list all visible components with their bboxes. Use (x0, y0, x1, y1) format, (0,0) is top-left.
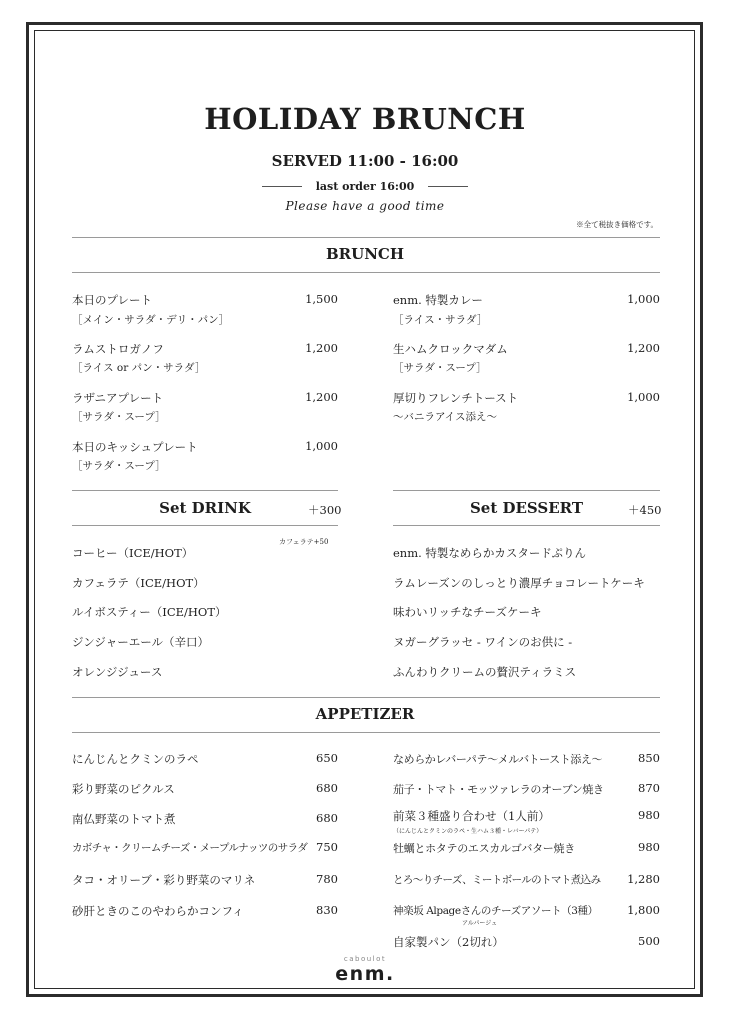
section-title-drink: Set DRINK (159, 499, 251, 517)
appetizer-item-price: 830 (316, 903, 338, 917)
appetizer-item-name: にんじんとクミンのラペ (72, 752, 199, 766)
divider-line (393, 490, 660, 491)
divider-line (393, 525, 660, 526)
divider-line (72, 697, 660, 698)
section-title-appetizer: APPETIZER (315, 705, 415, 723)
last-order-text: last order 16:00 (315, 179, 415, 193)
dessert-item: ラムレーズンのしっとり濃厚チョコレートケーキ (393, 576, 645, 590)
brunch-item-price: 1,000 (305, 439, 338, 453)
appetizer-item-name: 前菜３種盛り合わせ（1人前） (393, 809, 550, 823)
drink-item: カフェラテ（ICE/HOT） (72, 576, 205, 590)
appetizer-item-name: カボチャ・クリームチーズ・メープルナッツのサラダ (72, 842, 308, 854)
appetizer-item-name: タコ・オリーブ・彩り野菜のマリネ (72, 873, 256, 887)
appetizer-item-price: 650 (316, 751, 338, 765)
appetizer-item-price: 680 (316, 811, 338, 825)
brunch-item-name: 生ハムクロックマダム (393, 342, 508, 356)
brunch-item-price: 1,200 (305, 390, 338, 404)
appetizer-item-price: 750 (316, 840, 338, 854)
brunch-item-name: ラムストロガノフ (72, 342, 164, 356)
appetizer-item-price: 1,800 (627, 903, 660, 917)
last-order-row (0, 178, 730, 194)
brunch-item-price: 1,200 (627, 341, 660, 355)
divider-dash-left (262, 186, 302, 187)
divider-line (72, 732, 660, 733)
served-hours: SERVED 11:00 - 16:00 (271, 152, 459, 170)
script-greeting: Please have a good time (285, 199, 445, 213)
brand-tagline: caboulot (343, 955, 387, 963)
tax-note: ※全て税抜き価格です。 (576, 220, 658, 229)
menu-title: HOLIDAY BRUNCH (204, 102, 526, 136)
appetizer-item-name: 牡蠣とホタテのエスカルゴバター焼き (393, 842, 575, 855)
appetizer-item-price: 500 (638, 934, 660, 948)
appetizer-item-price: 850 (638, 751, 660, 765)
appetizer-item-note: アルパージュ (462, 920, 498, 927)
appetizer-item-price: 980 (638, 840, 660, 854)
brunch-item-desc: ［ライス・サラダ］ (393, 314, 488, 326)
brunch-item-desc: ～バニラアイス添え～ (393, 411, 497, 423)
brunch-item-price: 1,500 (305, 292, 338, 306)
appetizer-item-name: 彩り野菜のピクルス (72, 782, 175, 796)
drink-note: カフェラテ+50 (279, 538, 329, 546)
appetizer-item-name: 茄子・トマト・モッツァレラのオーブン焼き (393, 783, 604, 796)
brunch-item-desc: ［メイン・サラダ・デリ・パン］ (72, 314, 230, 326)
divider-line (72, 525, 338, 526)
drink-item: コーヒー（ICE/HOT） (72, 546, 194, 560)
brand-logo: enm. (335, 963, 395, 985)
brunch-item-desc: ［ライス or パン・サラダ］ (72, 362, 206, 374)
appetizer-item-name: 神楽坂 Alpageさんのチーズアソート（3種） (393, 905, 598, 917)
drink-set-price: ＋300 (308, 503, 342, 517)
appetizer-item-name: 砂肝ときのこのやわらかコンフィ (72, 904, 244, 918)
section-title-brunch: BRUNCH (325, 245, 405, 263)
drink-item: ジンジャーエール（辛口） (72, 635, 209, 649)
brunch-item-name: enm. 特製カレー (393, 293, 483, 307)
divider-line (72, 237, 660, 238)
brunch-item-name: ラザニアプレート (72, 391, 164, 405)
appetizer-item-name: 自家製パン（2切れ） (393, 935, 504, 949)
divider-dash-right (428, 186, 468, 187)
appetizer-item-name: なめらかレバーパテ～メルバトースト添え～ (393, 753, 603, 766)
appetizer-item-price: 680 (316, 781, 338, 795)
appetizer-item-note: （にんじんとクミンのラペ・生ハム３種・レバーパテ） (393, 828, 543, 835)
appetizer-item-name: 南仏野菜のトマト煮 (72, 812, 176, 826)
drink-item: ルイボスティー（ICE/HOT） (72, 605, 227, 619)
drink-item: オレンジジュース (72, 665, 163, 679)
dessert-item: enm. 特製なめらかカスタードぷりん (393, 546, 586, 560)
brunch-item-price: 1,000 (627, 292, 660, 306)
brunch-item-name: 本日のキッシュプレート (72, 440, 198, 454)
appetizer-item-name: とろ～りチーズ、ミートボールのトマト煮込み (393, 874, 601, 886)
section-title-dessert: Set DESSERT (469, 499, 584, 517)
dessert-item: 味わいリッチなチーズケーキ (393, 605, 542, 619)
divider-line (72, 272, 660, 273)
brunch-item-price: 1,000 (627, 390, 660, 404)
appetizer-item-price: 870 (638, 781, 660, 795)
brunch-item-desc: ［サラダ・スープ］ (393, 362, 487, 374)
dessert-item: ヌガーグラッセ - ワインのお供に - (393, 635, 573, 649)
brunch-item-price: 1,200 (305, 341, 338, 355)
brunch-item-name: 本日のプレート (72, 293, 153, 307)
appetizer-item-price: 980 (638, 808, 660, 822)
dessert-set-price: ＋450 (628, 503, 662, 517)
dessert-item: ふんわりクリームの贅沢ティラミス (393, 665, 577, 679)
brunch-item-name: 厚切りフレンチトースト (393, 391, 519, 405)
appetizer-item-price: 780 (316, 872, 338, 886)
appetizer-item-price: 1,280 (627, 872, 660, 886)
divider-line (72, 490, 338, 491)
brunch-item-desc: ［サラダ・スープ］ (72, 411, 166, 423)
brunch-item-desc: ［サラダ・スープ］ (72, 460, 166, 472)
